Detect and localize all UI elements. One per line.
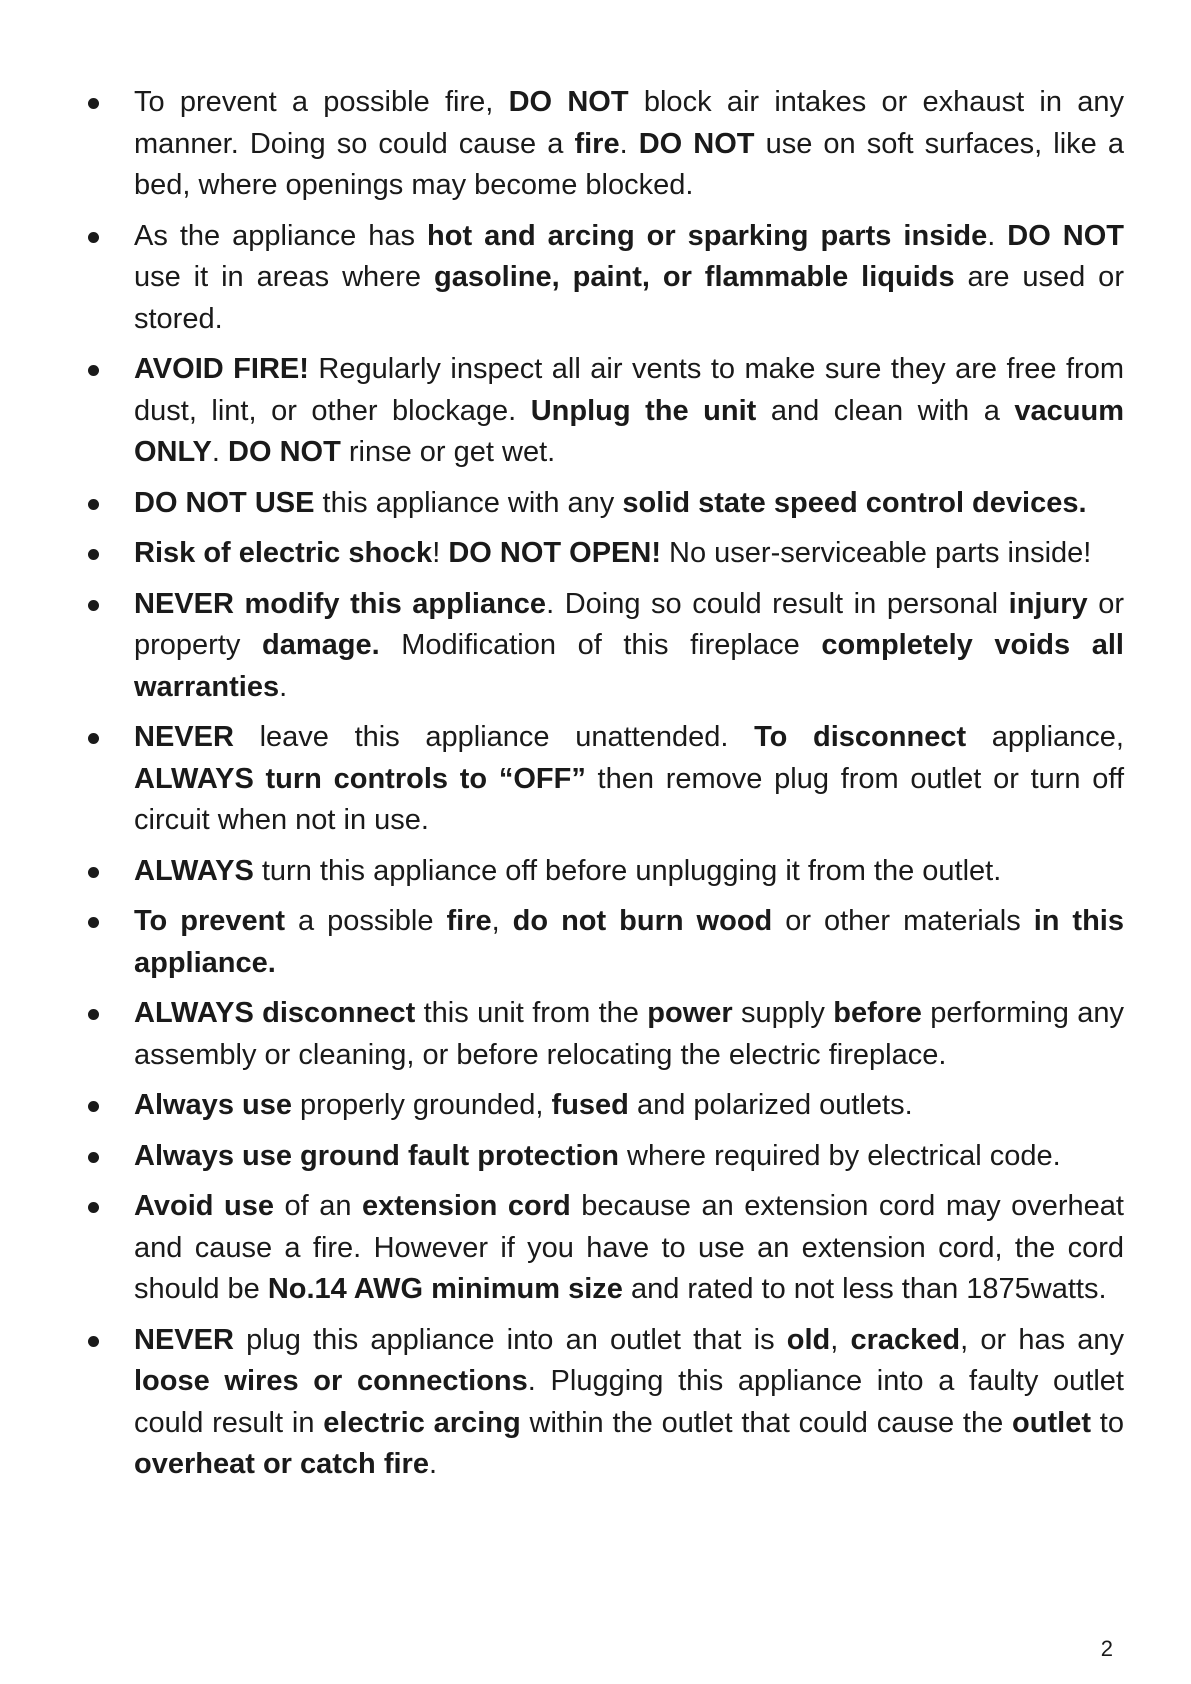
bold-text: Risk of electric shock xyxy=(134,537,433,569)
bullet-dot-icon xyxy=(88,1101,99,1112)
list-item xyxy=(84,82,1124,207)
body-text: rinse or get wet. xyxy=(340,436,556,468)
bold-text: gasoline, paint, or flammable liquids xyxy=(433,261,955,293)
body-text: . xyxy=(987,219,1008,252)
body-text: No user-serviceable parts inside! xyxy=(660,537,1092,569)
bold-text: ALWAYS disconnect xyxy=(134,997,416,1029)
list-item xyxy=(84,901,1124,984)
page-number: 2 xyxy=(1100,1636,1113,1661)
body-text: or other materials xyxy=(772,905,1034,937)
body-text: turn this appliance off before unplugging it from the outlet. xyxy=(253,854,1002,887)
body-text: then remove plug from outlet or turn off circuit when not in use. xyxy=(134,762,1124,836)
bullet-dot-icon xyxy=(88,499,99,510)
body-text: use on soft surfaces, like a bed, where openings may become blocked. xyxy=(134,127,1125,201)
list-item xyxy=(84,1136,1124,1178)
body-text: performing any assembly or cleaning, or before relocating the electric fireplace. xyxy=(134,997,1124,1071)
body-text: . xyxy=(619,127,639,160)
body-text: use it in areas where xyxy=(134,261,434,293)
body-text: plug this appliance into an outlet that is xyxy=(233,1323,787,1356)
body-text: to xyxy=(1090,1406,1124,1439)
bold-text: DO NOT xyxy=(638,127,755,160)
list-item xyxy=(84,993,1124,1076)
body-text: leave this appliance unattended. xyxy=(233,721,755,753)
bold-text: ALWAYS turn controls to “OFF” xyxy=(134,762,586,795)
bullet-dot-icon xyxy=(88,98,99,109)
bold-text: NEVER xyxy=(134,1323,234,1356)
body-text: Modification of this fireplace xyxy=(379,629,822,661)
list-item xyxy=(84,717,1124,842)
bold-text: Always use xyxy=(134,1089,292,1121)
list-item xyxy=(84,584,1124,709)
bold-text: outlet xyxy=(1012,1406,1091,1439)
body-text: . xyxy=(211,436,229,468)
body-text: block air intakes or exhaust in any manner. Doing so could cause a xyxy=(134,86,1124,160)
body-text: because an extension cord may overheat and cause a fire. However if you have to use an extension cord, the cord should be xyxy=(134,1190,1124,1305)
bullet-dot-icon xyxy=(88,1009,99,1020)
body-text: properly grounded, xyxy=(291,1089,552,1121)
bullet-dot-icon xyxy=(88,1336,99,1347)
body-text: are used or stored. xyxy=(134,261,1124,335)
bold-text: completely voids all warranties xyxy=(134,629,1124,703)
bold-text: Unplug the unit xyxy=(530,394,757,427)
bold-text: NEVER modify this appliance xyxy=(134,587,547,620)
list-item xyxy=(84,1186,1124,1311)
bold-text: DO NOT xyxy=(1007,219,1124,252)
bold-text: solid state speed control devices. xyxy=(622,486,1087,519)
bullet-dot-icon xyxy=(88,917,99,928)
body-text: a possible xyxy=(285,905,447,937)
list-item xyxy=(84,216,1124,341)
body-text: ! xyxy=(432,537,449,569)
body-text: and polarized outlets. xyxy=(628,1089,913,1121)
body-text: , xyxy=(491,905,513,937)
body-text: supply xyxy=(732,997,834,1029)
body-text: or property xyxy=(134,587,1124,661)
bold-text: extension cord xyxy=(362,1190,571,1222)
bold-text: in this appliance. xyxy=(134,905,1124,979)
bold-text: fire xyxy=(574,127,620,160)
bullet-dot-icon xyxy=(88,365,99,376)
bold-text: electric arcing xyxy=(323,1406,521,1439)
body-text: appliance, xyxy=(966,721,1124,753)
body-text: this appliance with any xyxy=(314,486,623,519)
bold-text: damage. xyxy=(261,629,380,661)
bullet-dot-icon xyxy=(88,1152,99,1163)
body-text: . Plugging this appliance into a faulty outlet could result in xyxy=(134,1365,1124,1439)
bold-text: hot and arcing or sparking parts inside xyxy=(427,219,988,252)
bold-text: No.14 AWG minimum size xyxy=(267,1273,623,1305)
bold-text: old xyxy=(786,1323,831,1356)
body-text: and rated to not less than 1875watts. xyxy=(622,1273,1107,1305)
list-item xyxy=(84,1085,1124,1127)
bold-text: AVOID FIRE! xyxy=(134,353,309,385)
body-text: and clean with a xyxy=(756,394,1015,427)
bold-text: overheat or catch fire xyxy=(134,1448,429,1480)
bold-text: To prevent xyxy=(134,905,286,937)
bullet-dot-icon xyxy=(88,867,99,878)
body-text: To prevent a possible fire, xyxy=(134,86,509,118)
bullet-dot-icon xyxy=(88,1202,99,1213)
body-text: this unit from the xyxy=(415,997,648,1029)
body-text: of an xyxy=(273,1190,362,1222)
bold-text: DO NOT xyxy=(228,436,341,468)
bullet-dot-icon xyxy=(88,232,99,243)
list-item xyxy=(84,1320,1124,1486)
bold-text: fire xyxy=(446,905,492,937)
bold-text: injury xyxy=(1008,587,1088,620)
bold-text: before xyxy=(833,997,922,1029)
bold-text: Always use ground fault protection xyxy=(134,1139,619,1172)
safety-warning-list xyxy=(84,82,1124,1495)
body-text: , xyxy=(830,1323,851,1356)
bullet-dot-icon xyxy=(88,549,99,560)
bold-text: ALWAYS xyxy=(134,854,254,887)
bold-text: DO NOT OPEN! xyxy=(448,537,661,569)
body-text: As the appliance has xyxy=(134,219,428,252)
bold-text: loose wires or connections xyxy=(134,1365,528,1397)
bold-text: cracked xyxy=(850,1323,961,1356)
bold-text: do not burn wood xyxy=(512,905,773,937)
body-text: within the outlet that could cause the xyxy=(520,1406,1013,1439)
bold-text: Avoid use xyxy=(134,1190,274,1222)
bullet-dot-icon xyxy=(88,600,99,611)
bold-text: vacuum ONLY xyxy=(134,394,1125,468)
bold-text: To disconnect xyxy=(754,721,967,753)
list-item xyxy=(84,533,1124,575)
body-text: where required by electrical code. xyxy=(619,1139,1061,1172)
list-item xyxy=(84,349,1124,474)
body-text: . Doing so could result in personal xyxy=(546,587,1009,620)
bullet-dot-icon xyxy=(88,733,99,744)
list-item xyxy=(84,483,1124,525)
bold-text: power xyxy=(647,997,733,1029)
bold-text: DO NOT xyxy=(508,86,629,118)
bold-text: fused xyxy=(551,1089,629,1121)
body-text: , or has any xyxy=(960,1323,1124,1356)
body-text: . xyxy=(428,1448,438,1480)
body-text: . xyxy=(279,670,288,703)
bold-text: DO NOT USE xyxy=(134,486,315,519)
list-item xyxy=(84,851,1124,893)
body-text: Regularly inspect all air vents to make sure they are free from dust, lint, or other blockage. xyxy=(134,353,1124,427)
bold-text: NEVER xyxy=(134,721,234,753)
